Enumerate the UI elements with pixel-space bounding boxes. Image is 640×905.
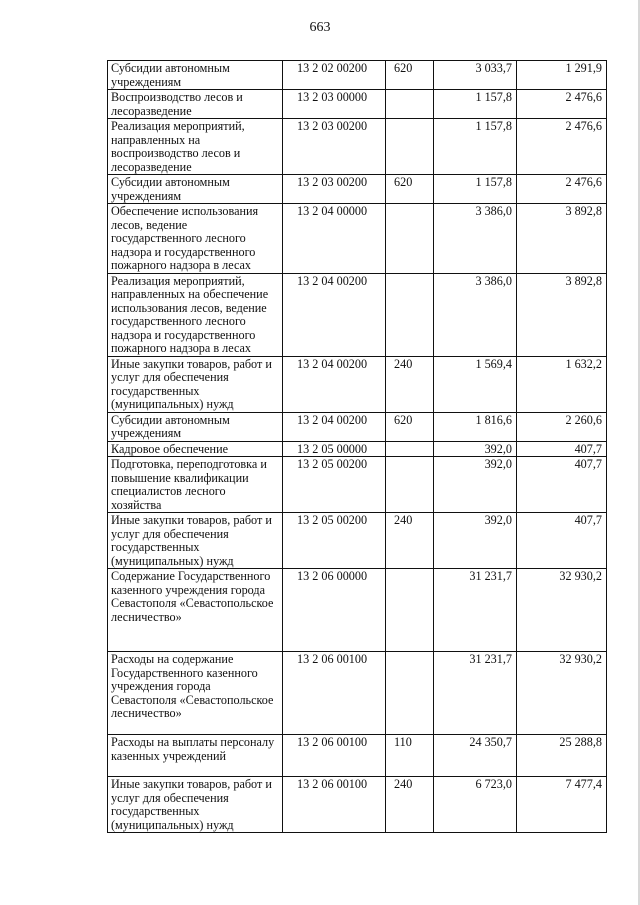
row-type: 110 [386, 735, 434, 777]
row-code: 13 2 04 00200 [283, 412, 386, 441]
row-value-1: 3 033,7 [434, 61, 517, 90]
row-code: 13 2 04 00200 [283, 356, 386, 412]
row-name: Расходы на выплаты персоналу казенных учреждений [108, 735, 283, 777]
table-row [108, 457, 607, 513]
table-row [108, 412, 607, 441]
row-value-1: 1 157,8 [434, 90, 517, 119]
row-value-2: 25 288,8 [517, 735, 607, 777]
row-value-1: 3 386,0 [434, 273, 517, 356]
row-value-2: 3 892,8 [517, 204, 607, 274]
row-code: 13 2 06 00100 [283, 652, 386, 735]
row-value-2: 3 892,8 [517, 273, 607, 356]
table-row [108, 735, 607, 777]
table-row [108, 441, 607, 457]
row-value-1: 24 350,7 [434, 735, 517, 777]
row-name: Воспроизводство лесов и лесоразведение [108, 90, 283, 119]
table-row [108, 273, 607, 356]
row-code: 13 2 05 00200 [283, 457, 386, 513]
row-value-1: 1 816,6 [434, 412, 517, 441]
row-type [386, 90, 434, 119]
row-type [386, 119, 434, 175]
row-value-1: 6 723,0 [434, 777, 517, 833]
row-name: Обеспечение использования лесов, ведение государственного лесного надзора и государственного пожарного надзора в лесах [108, 204, 283, 274]
row-value-2: 32 930,2 [517, 569, 607, 652]
row-value-1: 392,0 [434, 513, 517, 569]
row-value-2: 2 476,6 [517, 175, 607, 204]
row-value-2: 1 632,2 [517, 356, 607, 412]
row-value-1: 31 231,7 [434, 569, 517, 652]
row-type: 620 [386, 175, 434, 204]
table-row [108, 356, 607, 412]
row-name: Кадровое обеспечение [108, 441, 283, 457]
row-value-1: 392,0 [434, 441, 517, 457]
row-name: Иные закупки товаров, работ и услуг для обеспечения государственных (муниципальных) нужд [108, 777, 283, 833]
row-value-2: 407,7 [517, 513, 607, 569]
row-name: Расходы на содержание Государственного казенного учреждения города Севастополя «Севастопольское лесничество» [108, 652, 283, 735]
row-type [386, 652, 434, 735]
row-value-2: 2 476,6 [517, 90, 607, 119]
row-code: 13 2 02 00200 [283, 61, 386, 90]
row-value-2: 32 930,2 [517, 652, 607, 735]
row-name: Субсидии автономным учреждениям [108, 61, 283, 90]
row-value-1: 1 157,8 [434, 119, 517, 175]
row-name: Субсидии автономным учреждениям [108, 412, 283, 441]
row-name: Подготовка, переподготовка и повышение квалификации специалистов лесного хозяйства [108, 457, 283, 513]
row-name: Иные закупки товаров, работ и услуг для обеспечения государственных (муниципальных) нужд [108, 356, 283, 412]
row-code: 13 2 05 00000 [283, 441, 386, 457]
row-code: 13 2 06 00100 [283, 735, 386, 777]
table-body [108, 61, 607, 833]
row-value-2: 7 477,4 [517, 777, 607, 833]
row-name: Субсидии автономным учреждениям [108, 175, 283, 204]
row-type [386, 457, 434, 513]
row-value-1: 3 386,0 [434, 204, 517, 274]
row-code: 13 2 04 00000 [283, 204, 386, 274]
row-type: 240 [386, 356, 434, 412]
table-row [108, 204, 607, 274]
table-row [108, 513, 607, 569]
row-type: 620 [386, 412, 434, 441]
row-code: 13 2 05 00200 [283, 513, 386, 569]
row-name: Реализация мероприятий, направленных на воспроизводство лесов и лесоразведение [108, 119, 283, 175]
row-type [386, 569, 434, 652]
table-row [108, 569, 607, 652]
row-value-2: 2 476,6 [517, 119, 607, 175]
row-type: 240 [386, 513, 434, 569]
row-type: 620 [386, 61, 434, 90]
row-type [386, 204, 434, 274]
row-value-1: 1 569,4 [434, 356, 517, 412]
row-code: 13 2 06 00000 [283, 569, 386, 652]
table-row [108, 61, 607, 90]
row-code: 13 2 03 00200 [283, 119, 386, 175]
row-type: 240 [386, 777, 434, 833]
row-name: Реализация мероприятий, направленных на обеспечение использования лесов, ведение государственного лесного надзора и государственного пожарного надзора в лесах [108, 273, 283, 356]
budget-table [107, 60, 607, 833]
row-code: 13 2 03 00200 [283, 175, 386, 204]
row-type [386, 273, 434, 356]
table-row [108, 777, 607, 833]
table-row [108, 90, 607, 119]
row-value-1: 392,0 [434, 457, 517, 513]
row-value-2: 407,7 [517, 441, 607, 457]
row-value-1: 1 157,8 [434, 175, 517, 204]
row-code: 13 2 03 00000 [283, 90, 386, 119]
row-value-2: 1 291,9 [517, 61, 607, 90]
row-code: 13 2 04 00200 [283, 273, 386, 356]
row-name: Иные закупки товаров, работ и услуг для обеспечения государственных (муниципальных) нужд [108, 513, 283, 569]
page-number: 663 [309, 20, 331, 35]
row-value-2: 2 260,6 [517, 412, 607, 441]
table-row [108, 119, 607, 175]
table-row [108, 652, 607, 735]
row-value-1: 31 231,7 [434, 652, 517, 735]
table-row [108, 175, 607, 204]
row-code: 13 2 06 00100 [283, 777, 386, 833]
row-value-2: 407,7 [517, 457, 607, 513]
row-name: Содержание Государственного казенного учреждения города Севастополя «Севастопольское лесничество» [108, 569, 283, 652]
row-type [386, 441, 434, 457]
